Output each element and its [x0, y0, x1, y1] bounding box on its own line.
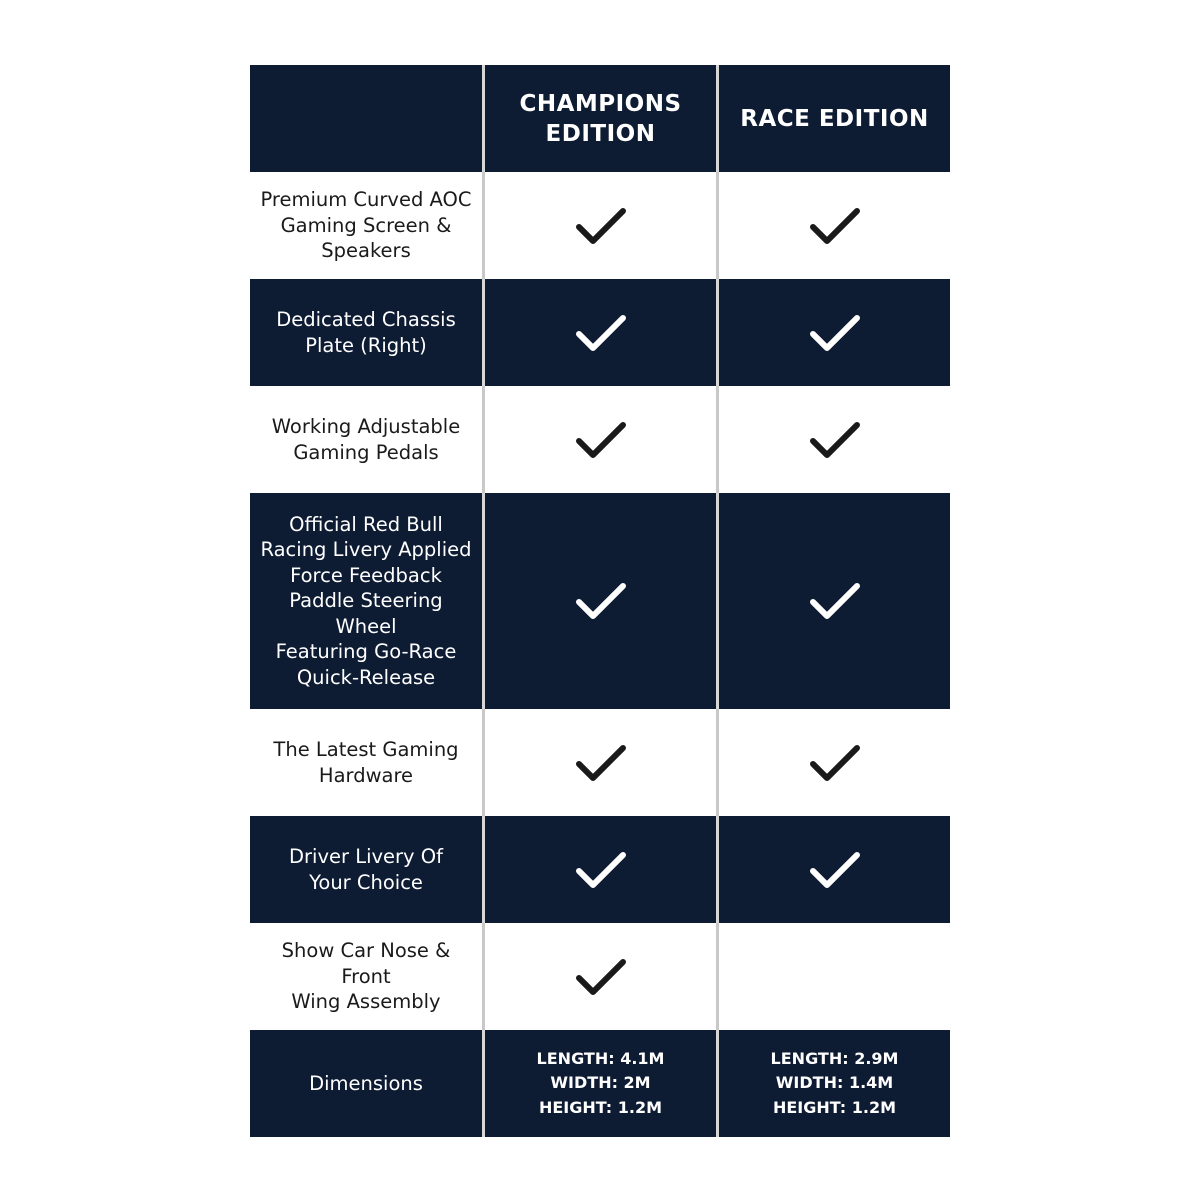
- race-cell: [716, 279, 950, 386]
- checkmark-icon: [575, 741, 627, 785]
- header-feature-cell: [250, 65, 482, 172]
- table-row: [250, 816, 950, 923]
- checkmark-icon: [809, 418, 861, 462]
- champions-cell: [482, 709, 716, 816]
- table-header-row: [250, 65, 950, 172]
- race-cell: [716, 493, 950, 709]
- table-row: [250, 279, 950, 386]
- header-race-edition: [716, 65, 950, 172]
- feature-label: Show Car Nose & Front Wing Assembly: [281, 939, 451, 1014]
- checkmark-icon: [575, 418, 627, 462]
- race-cell: [716, 386, 950, 493]
- checkmark-icon: [809, 741, 861, 785]
- checkmark-icon: [809, 204, 861, 248]
- champions-cell: [482, 172, 716, 279]
- dimensions-row: [250, 1030, 950, 1137]
- header-race-edition-label: RACE EDITION: [740, 105, 929, 132]
- race-cell: [716, 923, 950, 1030]
- dimensions-label: Dimensions: [309, 1071, 423, 1095]
- champions-cell: [482, 923, 716, 1030]
- race-cell: [716, 816, 950, 923]
- feature-label: Working Adjustable Gaming Pedals: [271, 415, 461, 464]
- checkmark-icon: [575, 311, 627, 355]
- table-row: [250, 172, 950, 279]
- table-row: [250, 493, 950, 709]
- checkmark-icon: [809, 311, 861, 355]
- checkmark-icon: [575, 848, 627, 892]
- checkmark-icon: [575, 204, 627, 248]
- feature-label: Official Red Bull Racing Livery Applied Force Feedback Paddle Steering Wheel Featuring Go-Race Quick-Release: [260, 512, 472, 689]
- table-row: [250, 923, 950, 1030]
- race-dimensions: LENGTH: 2.9M WIDTH: 1.4M HEIGHT: 1.2M: [716, 1030, 950, 1137]
- feature-label: Premium Curved AOC Gaming Screen & Speakers: [260, 188, 472, 263]
- header-champions-edition-label: CHAMPIONS EDITION: [519, 90, 682, 147]
- table-row: [250, 709, 950, 816]
- checkmark-icon: [809, 579, 861, 623]
- champions-cell: [482, 816, 716, 923]
- feature-label: Driver Livery Of Your Choice: [289, 845, 443, 894]
- champions-dimensions: LENGTH: 4.1M WIDTH: 2M HEIGHT: 1.2M: [482, 1030, 716, 1137]
- feature-label: Dedicated Chassis Plate (Right): [276, 308, 456, 357]
- race-cell: [716, 172, 950, 279]
- champions-cell: [482, 386, 716, 493]
- table-row: [250, 386, 950, 493]
- checkmark-icon: [575, 579, 627, 623]
- checkmark-icon: [809, 848, 861, 892]
- champions-cell: [482, 493, 716, 709]
- race-cell: [716, 709, 950, 816]
- champions-cell: [482, 279, 716, 386]
- comparison-table: [250, 65, 950, 1137]
- feature-label: The Latest Gaming Hardware: [273, 738, 459, 787]
- header-champions-edition: [482, 65, 716, 172]
- checkmark-icon: [575, 955, 627, 999]
